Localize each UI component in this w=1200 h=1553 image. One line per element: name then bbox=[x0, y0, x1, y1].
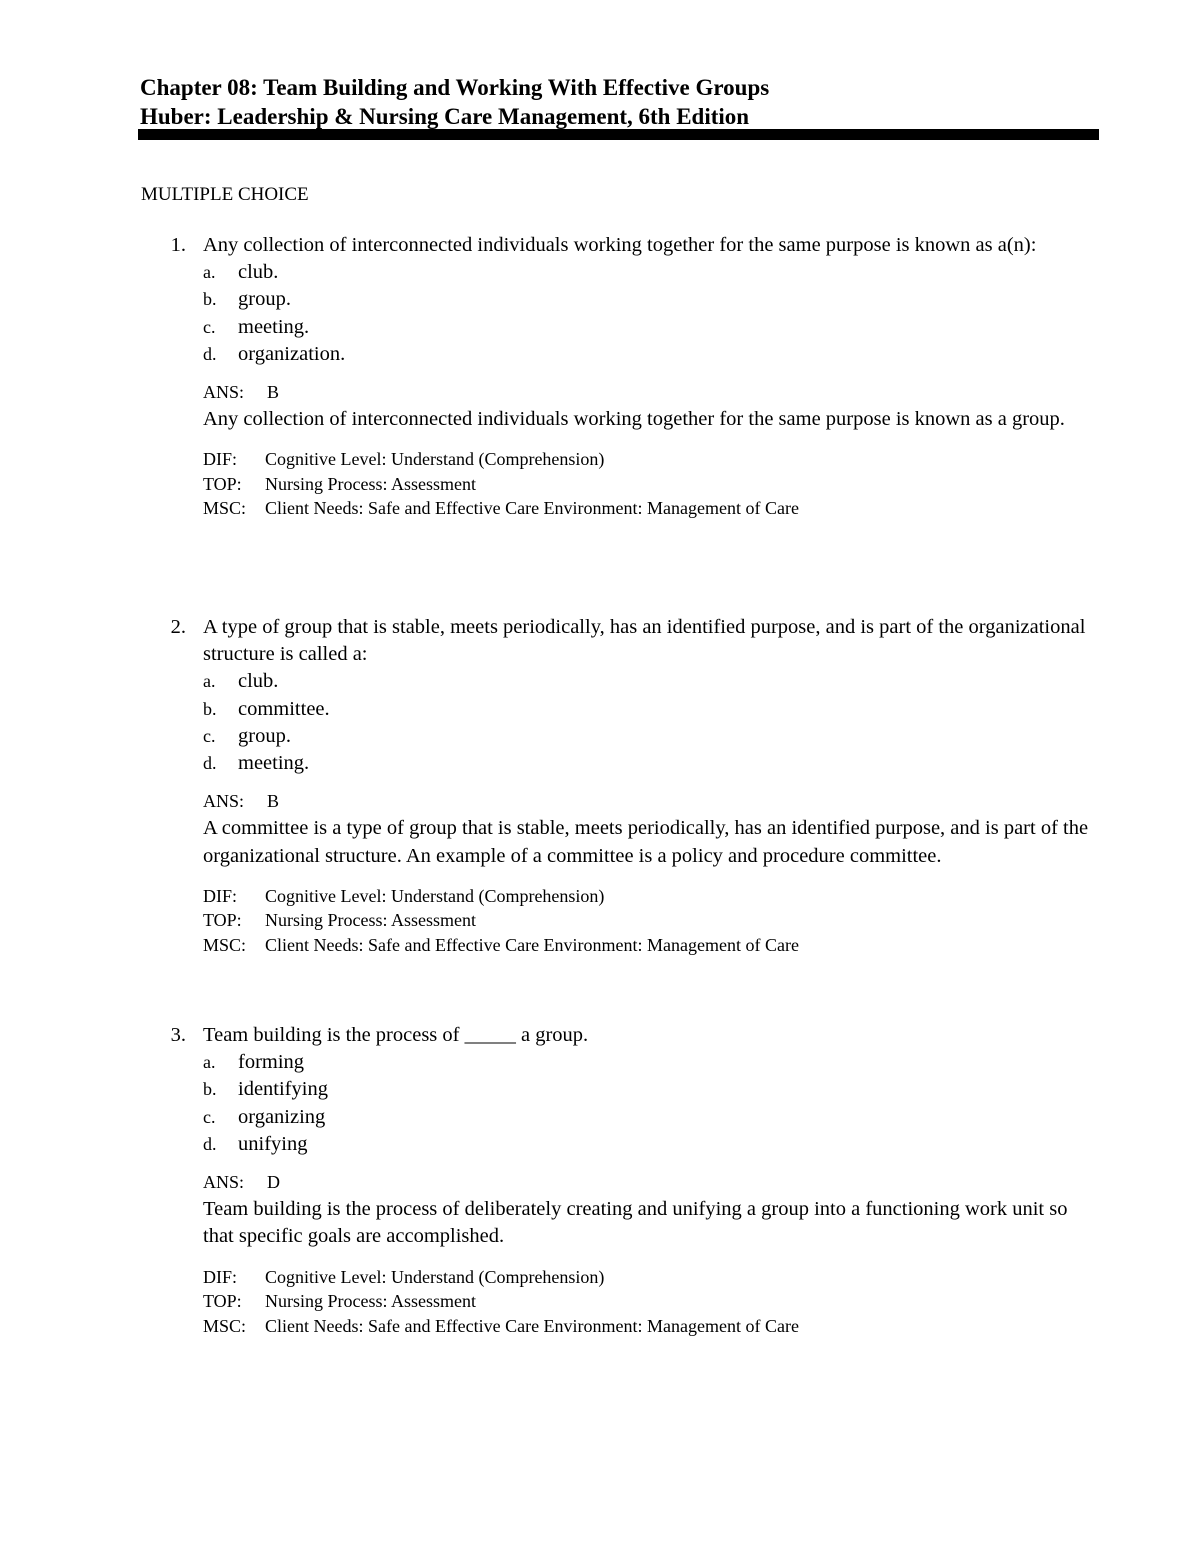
question-number: 3. bbox=[170, 1024, 186, 1046]
meta-topic bbox=[203, 908, 1100, 933]
option-d bbox=[140, 341, 1100, 368]
option-text: identifying bbox=[238, 1078, 328, 1101]
meta-client-needs bbox=[203, 496, 1100, 521]
option-text: club. bbox=[238, 670, 279, 693]
option-text: organizing bbox=[238, 1105, 326, 1128]
question-stem-row bbox=[140, 232, 1100, 259]
answer-rationale: Any collection of interconnected individuals working together for the same purpose is known as a group. bbox=[203, 408, 1065, 431]
answer-line bbox=[203, 1169, 1093, 1196]
option-a bbox=[140, 1049, 1100, 1076]
meta-value: Cognitive Level: Understand (Comprehension) bbox=[265, 885, 605, 906]
question-stem: Any collection of interconnected individuals working together for the same purpose is known as a(n): bbox=[203, 234, 1037, 256]
book-title: Huber: Leadership & Nursing Care Management, 6th Edition bbox=[140, 104, 750, 129]
section-heading: MULTIPLE CHOICE bbox=[141, 184, 309, 205]
answer-line bbox=[203, 379, 1093, 406]
question-1 bbox=[140, 232, 1100, 521]
option-c bbox=[140, 723, 1100, 750]
chapter-title: Chapter 08: Team Building and Working With Effective Groups bbox=[140, 75, 770, 100]
meta-key: MSC: bbox=[203, 498, 247, 519]
meta-key: DIF: bbox=[203, 885, 238, 906]
meta-value: Nursing Process: Assessment bbox=[265, 473, 476, 494]
option-letter: a. bbox=[203, 1052, 216, 1073]
meta-value: Cognitive Level: Understand (Comprehension) bbox=[265, 449, 605, 470]
answer-label: ANS: bbox=[203, 381, 245, 402]
meta-key: MSC: bbox=[203, 1315, 247, 1336]
meta-key: TOP: bbox=[203, 1291, 242, 1312]
option-d bbox=[140, 750, 1100, 777]
option-text: forming bbox=[238, 1051, 305, 1074]
answer-label: ANS: bbox=[203, 1171, 245, 1192]
option-b bbox=[140, 1076, 1100, 1103]
meta-topic bbox=[203, 1289, 1100, 1314]
header-rule bbox=[138, 129, 1099, 140]
option-text: meeting. bbox=[238, 315, 310, 338]
question-metadata bbox=[203, 447, 1100, 521]
option-b bbox=[140, 696, 1100, 723]
answer-options bbox=[140, 668, 1100, 777]
answer-value: D bbox=[267, 1171, 280, 1192]
option-text: group. bbox=[238, 288, 291, 311]
option-letter: a. bbox=[203, 671, 216, 692]
question-metadata bbox=[203, 1265, 1100, 1339]
meta-key: MSC: bbox=[203, 934, 247, 955]
option-a bbox=[140, 259, 1100, 286]
option-letter: a. bbox=[203, 262, 216, 283]
answer-rationale: Team building is the process of deliberately creating and unifying a group into a functioning work unit so that specific goals are accomplished. bbox=[203, 1198, 1068, 1248]
meta-value: Nursing Process: Assessment bbox=[265, 910, 476, 931]
option-text: meeting. bbox=[238, 751, 310, 774]
answer-value: B bbox=[267, 791, 280, 812]
meta-topic bbox=[203, 472, 1100, 497]
option-c bbox=[140, 1104, 1100, 1131]
option-letter: d. bbox=[203, 752, 217, 773]
option-letter: b. bbox=[203, 289, 217, 310]
option-text: committee. bbox=[238, 697, 330, 720]
answer-value: B bbox=[267, 381, 280, 402]
answer-block bbox=[203, 788, 1093, 870]
meta-client-needs bbox=[203, 1314, 1100, 1339]
meta-value: Nursing Process: Assessment bbox=[265, 1291, 476, 1312]
option-b bbox=[140, 286, 1100, 313]
answer-rationale: A committee is a type of group that is stable, meets periodically, has an identified purpose, and is part of the organizational structure. An example of a committee is a policy and procedure committee. bbox=[203, 817, 1089, 867]
option-letter: b. bbox=[203, 1079, 217, 1100]
question-stem-row bbox=[140, 1022, 1100, 1049]
question-stem: Team building is the process of _____ a group. bbox=[203, 1024, 589, 1046]
question-2 bbox=[140, 614, 1100, 957]
option-letter: c. bbox=[203, 316, 216, 337]
meta-difficulty bbox=[203, 1265, 1100, 1290]
meta-key: DIF: bbox=[203, 1266, 238, 1287]
question-metadata bbox=[203, 884, 1100, 958]
answer-label: ANS: bbox=[203, 791, 245, 812]
meta-difficulty bbox=[203, 447, 1100, 472]
option-letter: b. bbox=[203, 698, 217, 719]
meta-key: TOP: bbox=[203, 473, 242, 494]
answer-options bbox=[140, 1049, 1100, 1158]
question-number: 1. bbox=[170, 234, 186, 256]
question-number: 2. bbox=[170, 616, 186, 638]
option-text: group. bbox=[238, 724, 291, 747]
question-stem-row bbox=[140, 614, 1100, 668]
meta-value: Client Needs: Safe and Effective Care Environment: Management of Care bbox=[265, 934, 799, 955]
answer-block bbox=[203, 1169, 1093, 1251]
meta-client-needs bbox=[203, 933, 1100, 958]
question-stem: A type of group that is stable, meets periodically, has an identified purpose, and is part of the organizational structure is called a: bbox=[203, 616, 1086, 666]
answer-options bbox=[140, 259, 1100, 368]
meta-value: Cognitive Level: Understand (Comprehension) bbox=[265, 1266, 605, 1287]
option-a bbox=[140, 668, 1100, 695]
meta-value: Client Needs: Safe and Effective Care Environment: Management of Care bbox=[265, 498, 799, 519]
answer-block bbox=[203, 379, 1093, 433]
meta-value: Client Needs: Safe and Effective Care Environment: Management of Care bbox=[265, 1315, 799, 1336]
meta-key: TOP: bbox=[203, 910, 242, 931]
meta-difficulty bbox=[203, 884, 1100, 909]
meta-key: DIF: bbox=[203, 449, 238, 470]
option-letter: d. bbox=[203, 1133, 217, 1154]
option-letter: c. bbox=[203, 1106, 216, 1127]
option-text: organization. bbox=[238, 342, 346, 365]
option-text: club. bbox=[238, 261, 279, 284]
option-letter: d. bbox=[203, 343, 217, 364]
answer-line bbox=[203, 788, 1093, 815]
option-d bbox=[140, 1131, 1100, 1158]
option-c bbox=[140, 314, 1100, 341]
option-text: unifying bbox=[238, 1132, 308, 1155]
question-3 bbox=[140, 1022, 1100, 1338]
option-letter: c. bbox=[203, 725, 216, 746]
